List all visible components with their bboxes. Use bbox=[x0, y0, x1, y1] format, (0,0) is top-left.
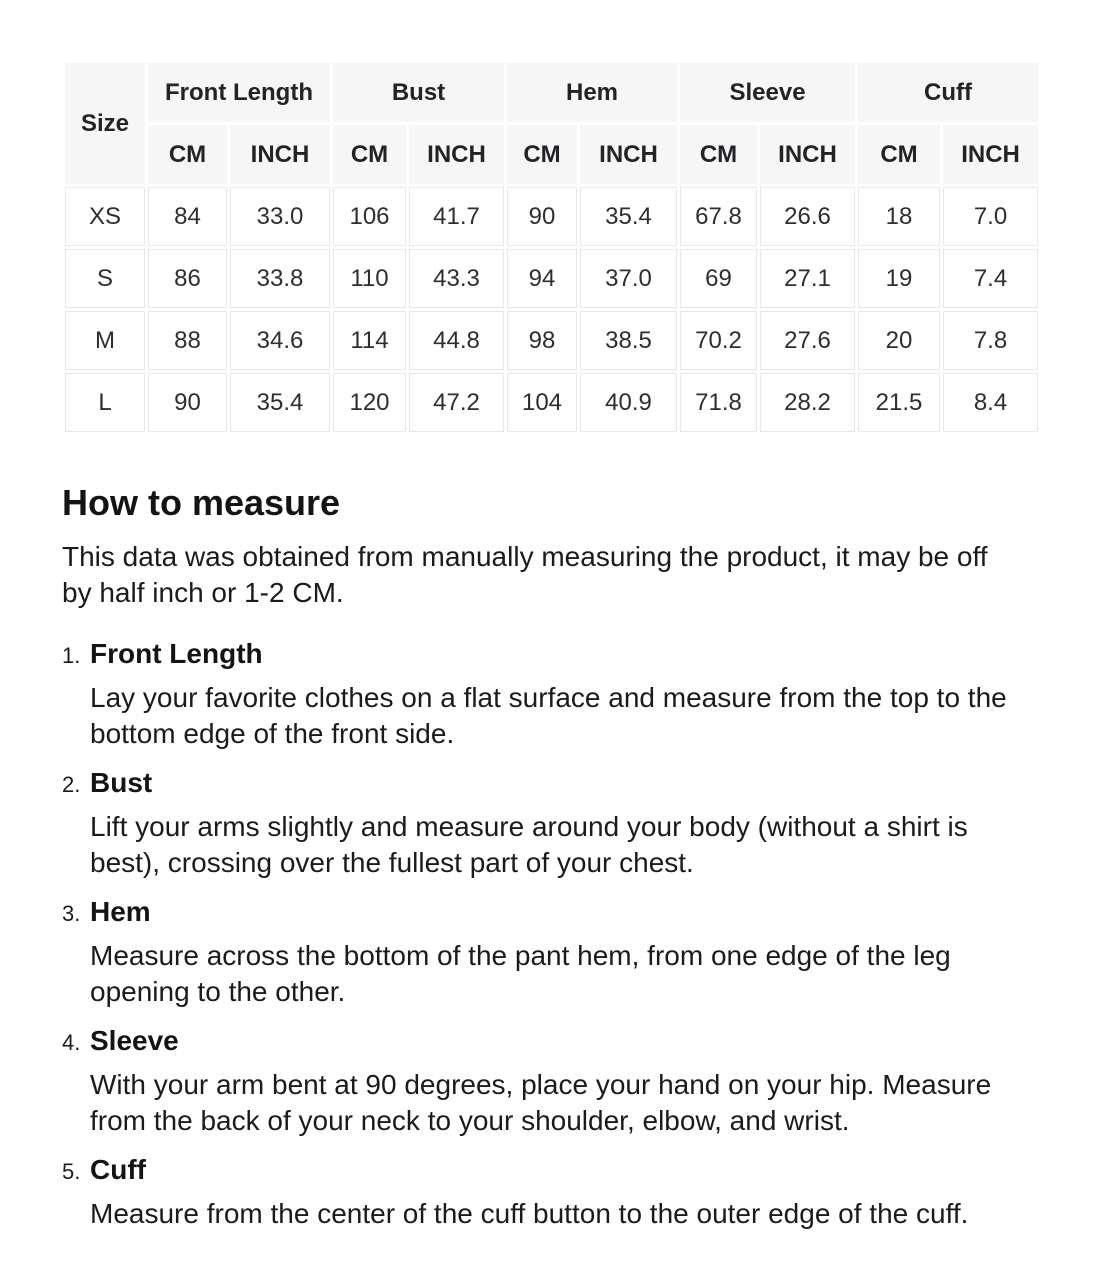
table-cell: 69 bbox=[680, 249, 757, 308]
unit-header-cm: CM bbox=[148, 125, 227, 184]
list-item-number: 2. bbox=[62, 772, 81, 797]
table-cell: 33.8 bbox=[230, 249, 330, 308]
table-row-m bbox=[65, 311, 1038, 370]
table-cell: 34.6 bbox=[230, 311, 330, 370]
list-item-hem bbox=[62, 893, 1038, 1010]
table-cell: 90 bbox=[148, 373, 227, 432]
list-item-number: 4. bbox=[62, 1030, 81, 1055]
size-column-header: Size bbox=[65, 63, 145, 184]
table-cell: 27.6 bbox=[760, 311, 855, 370]
list-item-head bbox=[62, 893, 1038, 931]
unit-header-cm: CM bbox=[858, 125, 940, 184]
list-item-description: Lay your favorite clothes on a flat surface and measure from the top to the bottom edge of the front side. bbox=[90, 682, 1007, 749]
measure-instructions-list bbox=[62, 635, 1038, 1232]
table-cell: 33.0 bbox=[230, 187, 330, 246]
list-item-bust bbox=[62, 764, 1038, 881]
list-item-title: Front Length bbox=[90, 638, 263, 669]
list-item-head bbox=[62, 635, 1038, 673]
unit-header-cm: CM bbox=[680, 125, 757, 184]
table-cell: 43.3 bbox=[409, 249, 504, 308]
table-cell: 110 bbox=[333, 249, 406, 308]
table-cell: 35.4 bbox=[230, 373, 330, 432]
unit-header-cm: CM bbox=[507, 125, 577, 184]
table-cell: 26.6 bbox=[760, 187, 855, 246]
table-cell: 67.8 bbox=[680, 187, 757, 246]
table-cell: 94 bbox=[507, 249, 577, 308]
table-cell: 98 bbox=[507, 311, 577, 370]
table-cell: 7.0 bbox=[943, 187, 1038, 246]
unit-header-inch: INCH bbox=[409, 125, 504, 184]
list-item-head bbox=[62, 1022, 1038, 1060]
size-label: M bbox=[65, 311, 145, 370]
table-row-s bbox=[65, 249, 1038, 308]
list-item-description: Measure from the center of the cuff button to the outer edge of the cuff. bbox=[90, 1198, 969, 1229]
how-to-measure-heading: How to measure bbox=[62, 482, 341, 523]
table-cell: 28.2 bbox=[760, 373, 855, 432]
table-cell: 90 bbox=[507, 187, 577, 246]
table-cell: 20 bbox=[858, 311, 940, 370]
table-cell: 114 bbox=[333, 311, 406, 370]
list-item-head bbox=[62, 1151, 1038, 1189]
list-item-description: Measure across the bottom of the pant hem, from one edge of the leg opening to the other. bbox=[90, 940, 951, 1007]
table-cell: 7.4 bbox=[943, 249, 1038, 308]
list-item-title: Hem bbox=[90, 896, 151, 927]
list-item-number: 3. bbox=[62, 901, 81, 926]
table-cell: 19 bbox=[858, 249, 940, 308]
table-cell: 86 bbox=[148, 249, 227, 308]
list-item-sleeve bbox=[62, 1022, 1038, 1139]
list-item-title: Cuff bbox=[90, 1154, 146, 1185]
table-cell: 47.2 bbox=[409, 373, 504, 432]
table-cell: 18 bbox=[858, 187, 940, 246]
table-cell: 41.7 bbox=[409, 187, 504, 246]
table-cell: 35.4 bbox=[580, 187, 677, 246]
list-item-head bbox=[62, 764, 1038, 802]
list-item-front-length bbox=[62, 635, 1038, 752]
unit-header-inch: INCH bbox=[760, 125, 855, 184]
list-item-number: 5. bbox=[62, 1159, 81, 1184]
list-item-description: With your arm bent at 90 degrees, place your hand on your hip. Measure from the back of your neck to your shoulder, elbow, and wrist. bbox=[90, 1069, 992, 1136]
table-cell: 7.8 bbox=[943, 311, 1038, 370]
table-row-l bbox=[65, 373, 1038, 432]
table-cell: 104 bbox=[507, 373, 577, 432]
table-cell: 71.8 bbox=[680, 373, 757, 432]
table-cell: 27.1 bbox=[760, 249, 855, 308]
list-item-number: 1. bbox=[62, 643, 81, 668]
size-label: XS bbox=[65, 187, 145, 246]
unit-header-cm: CM bbox=[333, 125, 406, 184]
bust-group-header: Bust bbox=[333, 63, 504, 122]
size-label: S bbox=[65, 249, 145, 308]
cuff-group-header: Cuff bbox=[858, 63, 1038, 122]
table-unit-header-row bbox=[65, 125, 1038, 184]
table-cell: 70.2 bbox=[680, 311, 757, 370]
size-chart-table bbox=[62, 60, 1041, 435]
unit-header-inch: INCH bbox=[230, 125, 330, 184]
list-item-cuff bbox=[62, 1151, 1038, 1232]
table-row-xs bbox=[65, 187, 1038, 246]
list-item-title: Sleeve bbox=[90, 1025, 179, 1056]
size-label: L bbox=[65, 373, 145, 432]
table-cell: 84 bbox=[148, 187, 227, 246]
unit-header-inch: INCH bbox=[943, 125, 1038, 184]
table-cell: 8.4 bbox=[943, 373, 1038, 432]
hem-group-header: Hem bbox=[507, 63, 677, 122]
list-item-description: Lift your arms slightly and measure around your body (without a shirt is best), crossing over the fullest part of your chest. bbox=[90, 811, 968, 878]
table-cell: 38.5 bbox=[580, 311, 677, 370]
table-cell: 88 bbox=[148, 311, 227, 370]
table-cell: 44.8 bbox=[409, 311, 504, 370]
table-cell: 106 bbox=[333, 187, 406, 246]
table-cell: 21.5 bbox=[858, 373, 940, 432]
measure-intro-text: This data was obtained from manually measuring the product, it may be off by half inch or 1-2 CM. bbox=[62, 541, 988, 608]
table-cell: 40.9 bbox=[580, 373, 677, 432]
list-item-title: Bust bbox=[90, 767, 153, 798]
table-cell: 37.0 bbox=[580, 249, 677, 308]
table-cell: 120 bbox=[333, 373, 406, 432]
sleeve-group-header: Sleeve bbox=[680, 63, 855, 122]
unit-header-inch: INCH bbox=[580, 125, 677, 184]
front-length-group-header: Front Length bbox=[148, 63, 330, 122]
table-group-header-row bbox=[65, 63, 1038, 122]
